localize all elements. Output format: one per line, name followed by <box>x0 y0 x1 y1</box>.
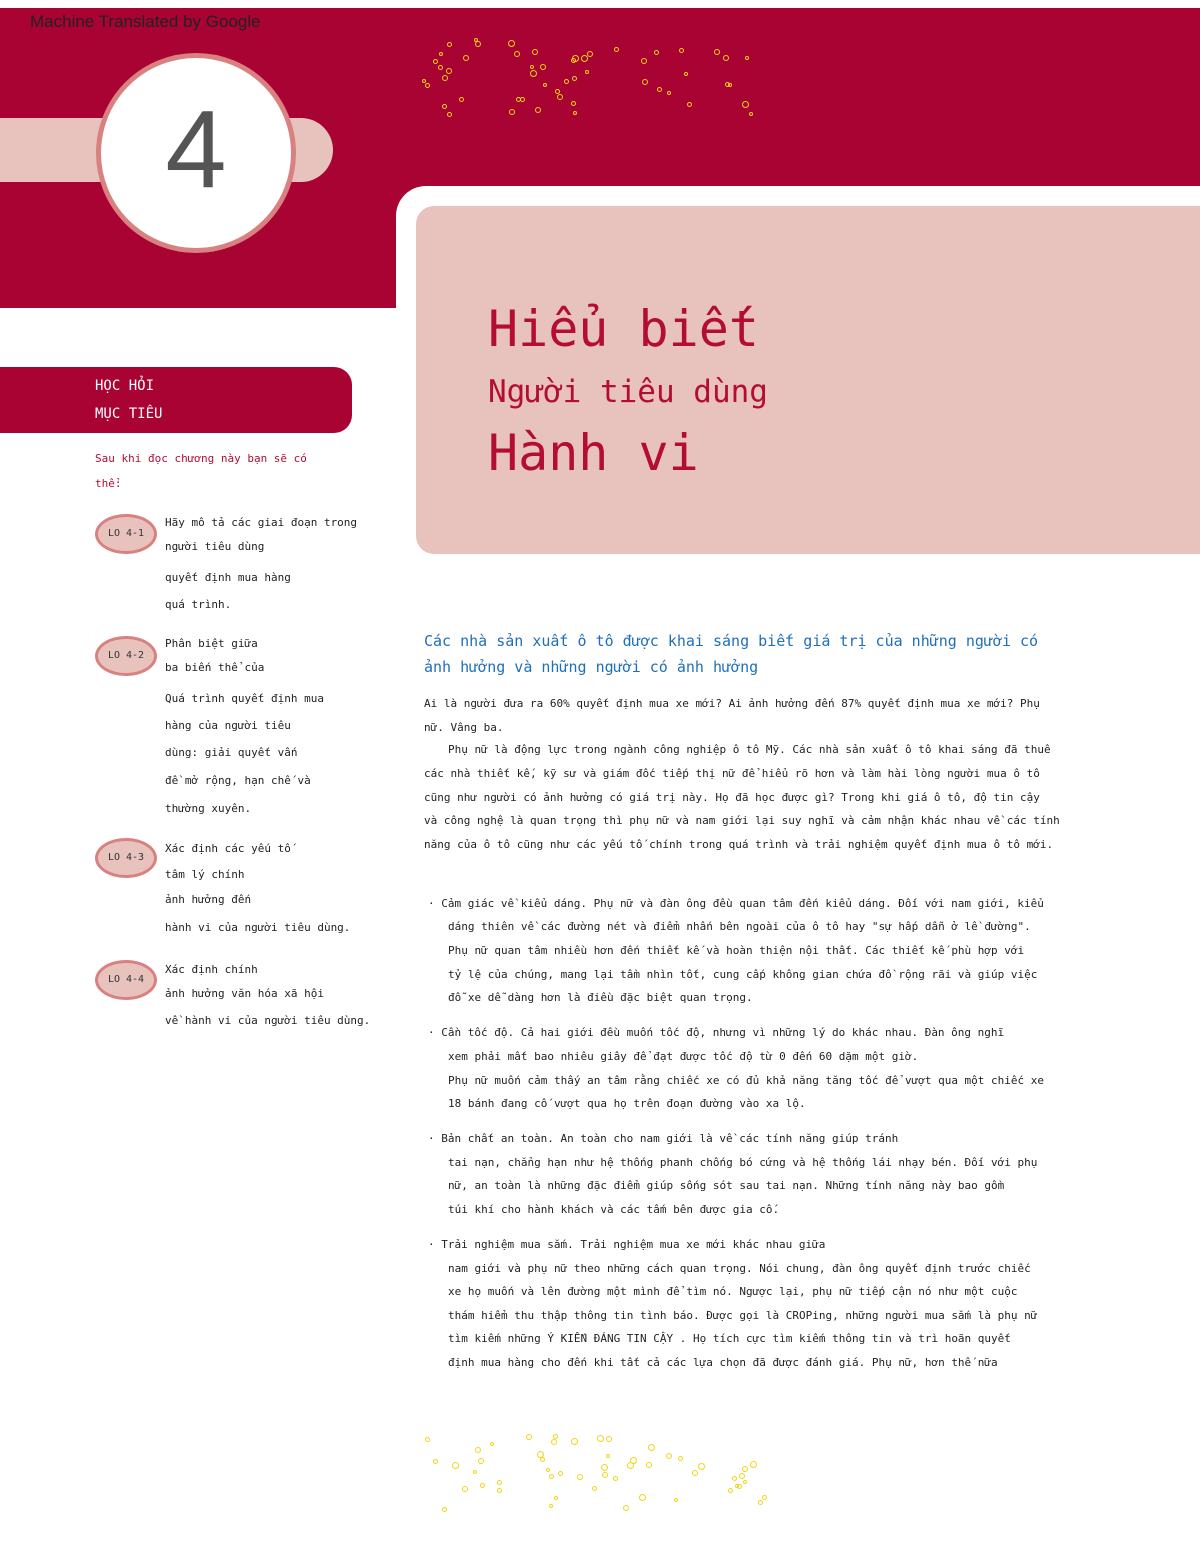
bullet-line: xem phải mất bao nhiêu giây để đạt được tốc độ từ 0 đến 60 dặm một giờ. <box>448 1050 919 1063</box>
confetti-dot <box>742 1466 748 1472</box>
confetti-dot <box>597 1435 604 1442</box>
confetti-dot <box>526 1434 532 1440</box>
learning-objectives-header <box>0 367 352 433</box>
confetti-dot <box>687 102 692 107</box>
bullet-line: Phụ nữ muốn cảm thấy an tâm rằng chiếc xe có đủ khả năng tăng tốc để vượt qua một chiếc xe <box>448 1074 1045 1087</box>
confetti-dot <box>459 97 464 102</box>
lo-text-line: Phân biệt giữa <box>165 637 258 650</box>
confetti-dot <box>674 1498 678 1502</box>
lo-text-line: Quá trình quyết định mua <box>165 692 324 705</box>
bullet-line: tỷ lệ của chúng, mang lại tầm nhìn tốt, cung cấp không gian chứa đồ rộng rãi và giúp việc <box>448 968 1038 981</box>
bullet-line: · Cần tốc độ. Cả hai giới đều muốn tốc độ, nhưng vì những lý do khác nhau. Đàn ông nghĩ <box>428 1026 1005 1039</box>
confetti-dot <box>425 1437 430 1442</box>
confetti-dot <box>497 1488 502 1493</box>
confetti-dot <box>442 104 447 109</box>
confetti-dot <box>571 101 576 106</box>
confetti-dot <box>698 1463 705 1470</box>
confetti-dot <box>758 1500 763 1505</box>
confetti-dot <box>666 1453 672 1459</box>
confetti-dot <box>447 112 452 117</box>
confetti-dot <box>571 58 576 63</box>
confetti-dot <box>490 1442 494 1446</box>
lo-text-line: quyết định mua hàng <box>165 571 291 584</box>
bullet-line: · Bản chất an toàn. An toàn cho nam giới là về các tính năng giúp tránh <box>428 1132 899 1145</box>
subtitle-line: Các nhà sản xuất ô tô được khai sáng biết giá trị của những người có <box>424 632 1039 650</box>
confetti-dot <box>577 1474 583 1480</box>
confetti-dot <box>442 1507 447 1512</box>
confetti-dot <box>474 38 478 42</box>
chapter-title-line-1: Hiểu biết <box>488 300 759 358</box>
bullet-line: dáng thiên về các đường nét và điểm nhấn bên ngoài của ô tô hay "sự hấp dẫn ở lề đường". <box>448 920 1031 933</box>
confetti-dot <box>743 1480 747 1484</box>
confetti-dot <box>439 52 443 56</box>
confetti-dot <box>571 1438 578 1445</box>
confetti-dot <box>530 65 534 69</box>
chapter-subtitle <box>424 628 1064 680</box>
confetti-dot <box>452 1462 459 1469</box>
confetti-dot <box>648 1444 655 1451</box>
lo-text-line: người tiêu dùng <box>165 540 265 553</box>
dot-pattern-top <box>415 38 775 118</box>
confetti-dot <box>530 70 537 77</box>
lo-text-line: quá trình. <box>165 598 232 611</box>
lo-text-line: hàng của người tiêu <box>165 719 291 732</box>
confetti-dot <box>433 59 438 64</box>
confetti-dot <box>537 1451 544 1458</box>
lo-text-line: hành vi của người tiêu dùng. <box>165 921 351 934</box>
confetti-dot <box>613 1476 618 1481</box>
confetti-dot <box>642 79 648 85</box>
lo-text-line: tâm lý chính <box>165 868 245 881</box>
confetti-dot <box>641 58 647 64</box>
confetti-dot <box>601 1464 608 1471</box>
confetti-dot <box>679 48 684 53</box>
lo-badge: LO 4-2 <box>95 636 157 676</box>
bullet-line: định mua hàng cho đến khi tất cả các lựa chọn đã được đánh giá. Phụ nữ, hơn thế nữa <box>448 1356 998 1369</box>
confetti-dot <box>551 1439 557 1445</box>
lo-text-line: Xác định các yếu tố <box>165 842 291 855</box>
confetti-dot <box>592 1486 597 1491</box>
confetti-dot <box>728 1488 733 1493</box>
confetti-dot <box>555 89 560 94</box>
confetti-dot <box>425 83 430 88</box>
lo-text-line: Xác định chính <box>165 963 258 976</box>
body-line: và công nghệ là quan trọng thì phụ nữ và nam giới lại suy nghĩ và cảm nhận khác nhau về các tính <box>424 814 1060 827</box>
confetti-dot <box>723 55 729 61</box>
translation-watermark: Machine Translated by Google <box>30 12 261 31</box>
bullet-line: tai nạn, chẳng hạn như hệ thống phanh chống bó cứng và hệ thống lái nhạy bén. Đối với phụ <box>448 1156 1038 1169</box>
bullet-line: xe họ muốn và lên đường một mình để tìm nó. Ngược lại, phụ nữ tiếp cận nó như một cuộc <box>448 1285 1018 1298</box>
body-line: Phụ nữ là động lực trong ngành công nghiệp ô tô Mỹ. Các nhà sản xuất ô tô khai sáng đã thuê <box>448 743 1051 756</box>
confetti-dot <box>463 55 469 61</box>
confetti-dot <box>462 1486 468 1492</box>
confetti-dot <box>606 1436 612 1442</box>
confetti-dot <box>557 94 563 100</box>
bullet-line: · Cảm giác về kiểu dáng. Phụ nữ và đàn ông đều quan tâm đến kiểu dáng. Đối với nam giới, kiểu <box>428 897 1044 910</box>
confetti-dot <box>546 1468 550 1472</box>
confetti-dot <box>532 49 538 55</box>
chapter-title-line-3: Hành vi <box>488 424 699 482</box>
confetti-dot <box>540 64 546 70</box>
objectives-heading-line-2: MỤC TIÊU <box>95 406 163 422</box>
confetti-dot <box>509 109 515 115</box>
confetti-dot <box>447 42 452 47</box>
objectives-intro-line-2: thể: <box>95 477 122 490</box>
bullet-line: Phụ nữ quan tâm nhiều hơn đến thiết kế và hoàn thiện nội thất. Các thiết kế phù hợp với <box>448 944 1025 957</box>
confetti-dot <box>602 1472 608 1478</box>
bullet-line: · Trải nghiệm mua sắm. Trải nghiệm mua xe mới khác nhau giữa <box>428 1238 826 1251</box>
confetti-dot <box>573 111 577 115</box>
bullet-line: thám hiểm thu thập thông tin tình báo. Được gọi là CROPing, những người mua sắm là phụ nữ <box>448 1309 1038 1322</box>
confetti-dot <box>514 51 520 57</box>
confetti-dot <box>614 47 619 52</box>
confetti-dot <box>639 1494 646 1501</box>
confetti-dot <box>508 40 515 47</box>
confetti-dot <box>572 76 577 81</box>
dot-pattern-bottom <box>415 1432 775 1514</box>
confetti-dot <box>646 1462 652 1468</box>
confetti-dot <box>581 55 588 62</box>
confetti-dot <box>442 75 448 81</box>
confetti-dot <box>725 82 730 87</box>
confetti-dot <box>438 65 443 70</box>
lo-badge: LO 4-1 <box>95 514 157 554</box>
lo-text-line: đề mở rộng, hạn chế và <box>165 774 311 787</box>
body-line: các nhà thiết kế, kỹ sư và giám đốc tiếp thị nữ để hiểu rõ hơn và làm hài lòng người mua ô tô <box>424 767 1040 780</box>
confetti-dot <box>667 91 671 95</box>
lo-text-line: ba biến thể của <box>165 661 265 674</box>
lo-text-line: thường xuyên. <box>165 802 252 815</box>
body-line: Ai là người đưa ra 60% quyết định mua xe mới? Ai ảnh hưởng đến 87% quyết định mua xe mới? Phụ <box>424 697 1040 710</box>
confetti-dot <box>750 1461 757 1468</box>
lo-text-line: ảnh hưởng đến <box>165 893 252 906</box>
lo-text-line: dùng: giải quyết vấn <box>165 746 298 759</box>
objectives-heading-line-1: HỌC HỎI <box>95 378 155 394</box>
bullet-line: tìm kiếm những Ý KIẾN ĐÁNG TIN CẬY . Họ tích cực tìm kiếm thông tin và trì hoãn quyết <box>448 1332 1011 1345</box>
confetti-dot <box>554 1496 558 1500</box>
confetti-dot <box>585 70 589 74</box>
confetti-dot <box>558 1471 563 1476</box>
chapter-number: 4 <box>165 88 227 211</box>
bullet-line: túi khí cho hành khách và các tấm bên được gia cố. <box>448 1203 780 1216</box>
confetti-dot <box>480 1483 485 1488</box>
lo-badge: LO 4-3 <box>95 838 157 878</box>
confetti-dot <box>549 1504 553 1508</box>
confetti-dot <box>737 1484 742 1489</box>
bullet-line: 18 bánh đang cố vượt qua họ trên đoạn đường vào xa lộ. <box>448 1097 806 1110</box>
confetti-dot <box>714 49 720 55</box>
confetti-dot <box>742 101 749 108</box>
chapter-title-line-2: Người tiêu dùng <box>488 374 768 410</box>
confetti-dot <box>564 79 569 84</box>
confetti-dot <box>475 1447 481 1453</box>
confetti-dot <box>654 50 659 55</box>
confetti-dot <box>630 1457 637 1464</box>
confetti-dot <box>520 97 525 102</box>
confetti-dot <box>535 107 541 113</box>
confetti-dot <box>446 68 452 74</box>
body-line: nữ. Vâng ba. <box>424 721 504 734</box>
subtitle-line: ảnh hưởng và những người có ảnh hưởng <box>424 658 759 676</box>
confetti-dot <box>749 112 753 116</box>
lo-text-line: Hãy mô tả các giai đoạn trong <box>165 516 358 529</box>
confetti-dot <box>678 1456 683 1461</box>
lo-badge: LO 4-4 <box>95 960 157 1000</box>
body-line: cũng như người có ảnh hưởng có giá trị này. Họ đã học được gì? Trong khi giá ô tô, độ tin cậy <box>424 791 1040 804</box>
confetti-dot <box>549 1474 554 1479</box>
confetti-dot <box>543 83 547 87</box>
confetti-dot <box>587 51 593 57</box>
body-line: năng của ô tô cũng như các yếu tố chính trong quá trình và trải nghiệm quyết định mua ô tô mới. <box>424 838 1054 851</box>
confetti-dot <box>745 56 749 60</box>
confetti-dot <box>739 1473 745 1479</box>
confetti-dot <box>692 1470 698 1476</box>
confetti-dot <box>657 87 662 92</box>
confetti-dot <box>497 1480 502 1485</box>
bullet-line: nam giới và phụ nữ theo những cách quan trọng. Nói chung, đàn ông quyết định trước chiếc <box>448 1262 1031 1275</box>
confetti-dot <box>473 1470 477 1474</box>
confetti-dot <box>433 1459 438 1464</box>
confetti-dot <box>478 1458 484 1464</box>
confetti-dot <box>762 1495 767 1500</box>
lo-text-line: ảnh hưởng văn hóa xã hội <box>165 987 324 1000</box>
bullet-line: đỗ xe dễ dàng hơn là điều đặc biệt quan trọng. <box>448 991 753 1004</box>
lo-text-line: về hành vi của người tiêu dùng. <box>165 1014 371 1027</box>
objectives-intro-line-1: Sau khi đọc chương này bạn sẽ có <box>95 452 307 465</box>
confetti-dot <box>623 1505 629 1511</box>
confetti-dot <box>606 1454 610 1458</box>
confetti-dot <box>732 1476 737 1481</box>
bullet-line: nữ, an toàn là những đặc điểm giúp sống sót sau tai nạn. Những tính năng này bao gồm <box>448 1179 1005 1192</box>
confetti-dot <box>684 72 688 76</box>
